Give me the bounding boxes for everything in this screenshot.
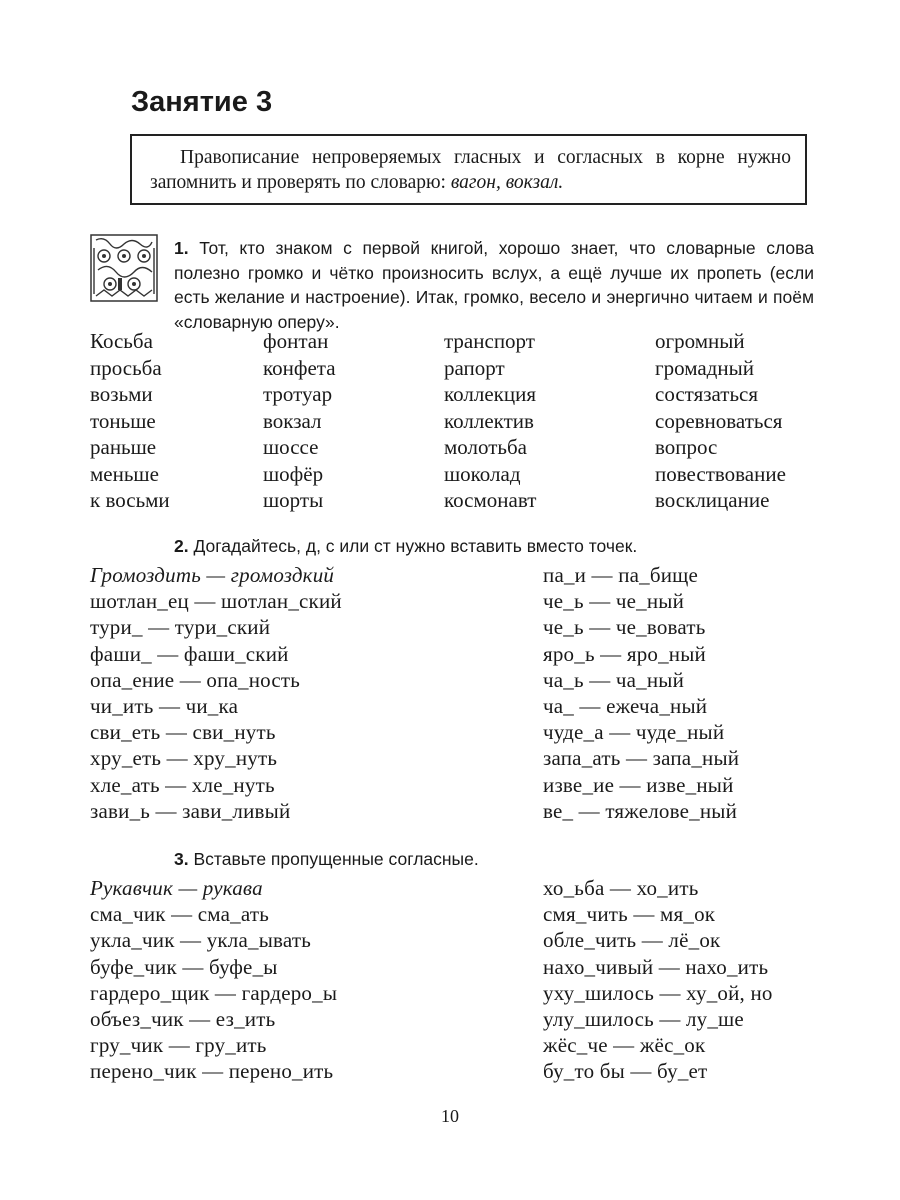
exercise-3-number: 3. (174, 849, 189, 869)
vocab-word: тоньше (90, 408, 156, 433)
vocab-word: просьба (90, 355, 162, 380)
word-pair: буфе_чик — буфе_ы (90, 954, 278, 979)
word-pair: объез_чик — ез_ить (90, 1006, 276, 1031)
exercise-2-number: 2. (174, 536, 189, 556)
vocab-word: шофёр (263, 461, 324, 486)
vocab-word: состязаться (655, 382, 759, 406)
vocab-word: тротуар (263, 382, 333, 406)
word-pair: чуде_а — чуде_ный (543, 720, 725, 745)
word-pair: хле_ать — хле_нуть (90, 772, 275, 797)
rule-box (130, 134, 807, 205)
exercise-3-left-column (90, 875, 337, 1085)
word-pair: перено_чик — перено_ить (90, 1059, 334, 1084)
vocab-word: повествование (655, 461, 786, 486)
rule-examples: вагон, вокзал. (450, 172, 564, 193)
vocab-word: раньше (90, 435, 157, 459)
word-pair: ча_ — ежеча_ный (543, 693, 708, 718)
word-column-4 (655, 328, 786, 514)
word-pair: хо_ьба — хо_ить (543, 876, 699, 900)
word-pair: опа_ение — опа_ность (90, 667, 301, 692)
vocab-word: молотьба (444, 435, 527, 459)
word-pair: чи_ить — чи_ка (90, 693, 239, 718)
word-pair: че_ь — че_вовать (543, 615, 706, 640)
word-pair: укла_чик — укла_ывать (90, 928, 311, 953)
vocab-word: возьми (90, 382, 153, 406)
word-pair: нахо_чивый — нахо_ить (543, 954, 769, 979)
exercise-2-instruction: Догадайтесь, д, с или ст нужно вставить вместо точек. (193, 536, 638, 556)
vocab-word: вопрос (655, 435, 718, 459)
decorative-pattern-icon (90, 234, 158, 302)
vocab-word: шорты (263, 488, 324, 512)
vocab-word: шоколад (444, 461, 521, 486)
word-pair: гру_чик — гру_ить (90, 1033, 267, 1058)
word-pair: тури_ — тури_ский (90, 615, 271, 640)
word-pair: улу_шилось — лу_ше (543, 1006, 744, 1031)
word-column-3 (444, 328, 536, 514)
word-pair: запа_ать — запа_ный (543, 746, 740, 771)
word-pair: бу_то бы — бу_ет (543, 1059, 708, 1084)
exercise-1-description: Тот, кто знаком с первой книгой, хорошо знает, что словарные слова полезно громко и чётко произносить вслух, а ещё лучше их пропеть (если есть желание и настроение). Итак, громко, весело и энергично читаем и поём «словарную оперу». (174, 238, 814, 332)
vocab-word: громадный (655, 355, 754, 380)
vocab-word: коллектив (444, 408, 534, 433)
exercise-2-task (174, 536, 637, 557)
lesson-title: Занятие 3 (131, 86, 273, 118)
vocab-word: шоссе (263, 435, 319, 459)
exercise-3-right-column (543, 875, 773, 1085)
word-pair: шотлан_ец — шотлан_ский (90, 589, 342, 614)
exercise-3-instruction: Вставьте пропущенные согласные. (193, 849, 479, 869)
word-pair: жёс_че — жёс_ок (543, 1033, 706, 1058)
word-pair: гардеро_щик — гардеро_ы (90, 980, 338, 1005)
word-column-1 (90, 328, 170, 514)
word-pair: сма_чик — сма_ать (90, 902, 270, 927)
vocab-word: вокзал (263, 408, 322, 433)
exercise-1-text (174, 236, 814, 334)
word-pair: па_и — па_бище (543, 563, 699, 587)
vocab-word: космонавт (444, 488, 537, 512)
exercise-2-left-column (90, 562, 342, 824)
vocab-word: к восьми (90, 488, 170, 512)
vocab-word: восклицание (655, 488, 770, 512)
vocab-word: соревноваться (655, 408, 783, 433)
example-pair: Рукавчик — рукава (90, 876, 263, 900)
page-number: 10 (441, 1106, 459, 1126)
vocab-word: Косьба (90, 329, 153, 353)
vocab-word: рапорт (444, 355, 505, 380)
word-pair: смя_чить — мя_ок (543, 902, 716, 927)
vocab-word: коллекция (444, 382, 536, 406)
exercise-3-task (174, 849, 479, 870)
word-pair: фаши_ — фаши_ский (90, 641, 289, 666)
vocab-word: меньше (90, 461, 159, 486)
word-column-2 (263, 328, 336, 514)
word-pair: зави_ь — зави_ливый (90, 798, 291, 823)
vocab-word: транспорт (444, 329, 535, 353)
vocab-word: огромный (655, 329, 745, 353)
word-pair: ча_ь — ча_ный (543, 667, 685, 692)
word-pair: сви_еть — сви_нуть (90, 720, 276, 745)
vocab-word: фонтан (263, 329, 329, 353)
rule-text (150, 145, 791, 195)
vocab-word: конфета (263, 355, 336, 380)
exercise-1-number: 1. (174, 238, 189, 258)
rule-statement: Правописание непроверяемых гласных и согласных в корне нужно запомнить и проверять по словарю: (150, 147, 791, 193)
word-pair: уху_шилось — ху_ой, но (543, 980, 773, 1005)
word-pair: яро_ь — яро_ный (543, 641, 706, 666)
word-pair: обле_чить — лё_ок (543, 928, 721, 953)
word-pair: ве_ — тяжелове_ный (543, 798, 738, 823)
example-pair: Громоздить — громоздкий (90, 563, 335, 587)
word-pair: хру_еть — хру_нуть (90, 746, 278, 771)
exercise-2-right-column (543, 562, 739, 824)
word-pair: изве_ие — изве_ный (543, 772, 734, 797)
word-pair: че_ь — че_ный (543, 589, 685, 614)
